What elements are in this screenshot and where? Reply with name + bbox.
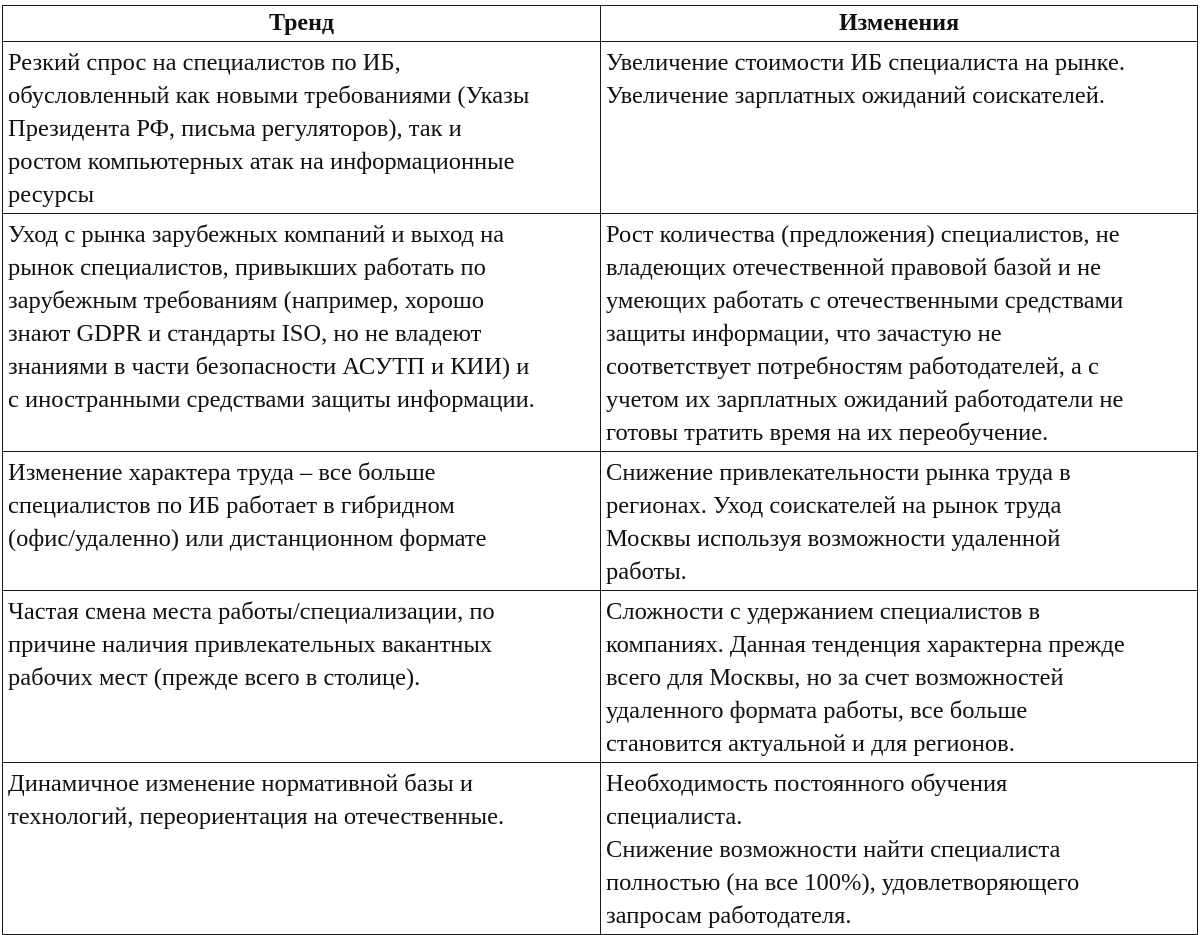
table-row [3,591,1198,763]
trend-changes-table [2,5,1198,935]
changes-cell [601,591,1198,763]
table-row [3,452,1198,591]
table-row [3,763,1198,935]
trend-cell [3,214,601,452]
table-row [3,42,1198,214]
trend-text: Уход с рынка зарубежных компаний и выход на рынок специалистов, привыкших работать по зарубежным требованиям (например, хорошо знают GDPR и стандарты ISO, но не владеют знаниями в части безопасности АСУТП и КИИ) и с иностранными средствами защиты информации. [8,221,535,413]
trend-text: Резкий спрос на специалистов по ИБ, обусловленный как новыми требованиями (Указы Президента РФ, письма регуляторов), так и ростом компьютерных атак на информационные ресурсы [8,49,530,208]
changes-cell [601,452,1198,591]
trend-text: Частая смена места работы/специализации, по причине наличия привлекательных вакантных рабочих мест (прежде всего в столице). [8,598,495,691]
trend-cell [3,452,601,591]
trend-cell [3,763,601,935]
changes-cell [601,214,1198,452]
changes-text: Сложности с удержанием специалистов в компаниях. Данная тенденция характерна прежде всего для Москвы, но за счет возможностей удаленного формата работы, все больше становится актуальной и для регионов. [606,598,1125,757]
trend-cell [3,591,601,763]
changes-text: Рост количества (предложения) специалистов, не владеющих отечественной правовой базой и не умеющих работать с отечественными средствами защиты информации, что зачастую не соответствует потребностям работодателей, а с учетом их зарплатных ожиданий работодатели не готовы тратить время на их переобучение. [606,221,1124,446]
table-header-row [3,6,1198,42]
changes-text: Снижение привлекательности рынка труда в регионах. Уход соискателей на рынок труда Москвы используя возможности удаленной работы. [606,459,1071,585]
changes-cell [601,763,1198,935]
trend-text: Изменение характера труда – все больше специалистов по ИБ работает в гибридном (офис/удаленно) или дистанционном формате [8,459,487,552]
header-trend: Тренд [3,6,601,42]
table-row [3,214,1198,452]
changes-text: Увеличение стоимости ИБ специалиста на рынке. Увеличение зарплатных ожиданий соискателей. [606,49,1125,109]
trend-cell [3,42,601,214]
changes-cell [601,42,1198,214]
header-changes: Изменения [601,6,1198,42]
changes-text: Снижение возможности найти специалиста полностью (на все 100%), удовлетворяющего запросам работодателя. [606,836,1080,929]
trend-text: Динамичное изменение нормативной базы и технологий, переориентация на отечественные. [8,770,505,830]
changes-text: Необходимость постоянного обучения специалиста. [606,770,1008,830]
